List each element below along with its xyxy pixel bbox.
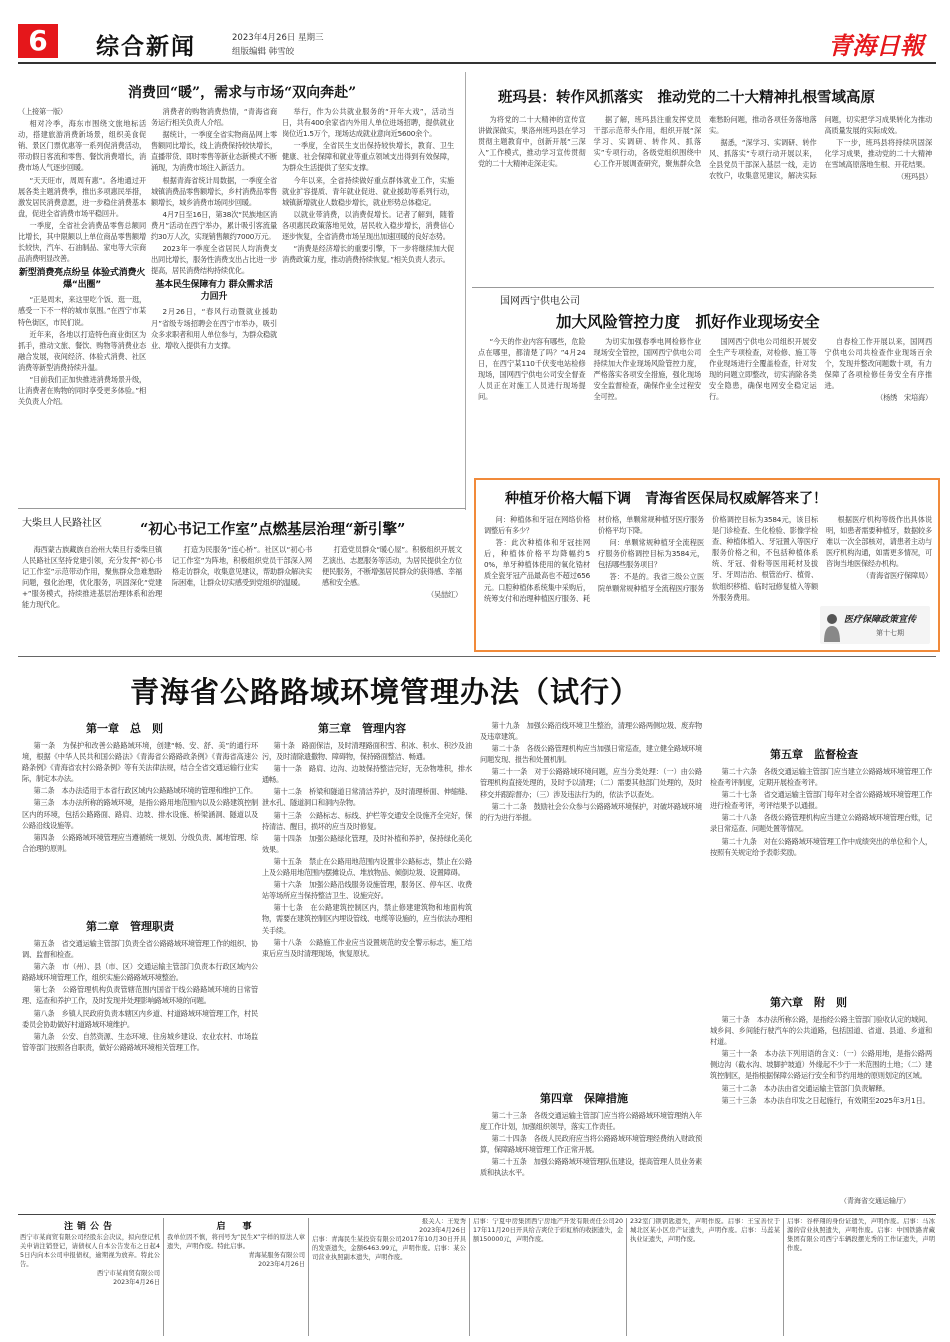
dental-box bbox=[474, 478, 940, 652]
notice-date: 2023年4月26日 bbox=[113, 1278, 160, 1286]
paragraph: 今年以来，全省持续做好重点群体就业工作，实施就业扩容提质、青年就业促进、就业援助等系列行动，城镇新增就业人数稳步增长，就业形势总体稳定。 bbox=[282, 175, 454, 207]
paragraph: 4月7日至16日，第38次“民族地区消费月”活动在西宁举办，累计吸引客流量约30万人次，实现销售额约7000万元。 bbox=[151, 209, 277, 242]
paragraph: 第二十七条 省交通运输主管部门每年对全省公路路域环境管理工作进行检查考评，考评结果予以通报。 bbox=[710, 790, 932, 811]
paragraph: 第二十三条 各级交通运输主管部门应当将公路路域环境管理纳入年度工作计划，加强组织领导，落实工作责任。 bbox=[480, 1111, 702, 1132]
consumption-col-3 bbox=[282, 106, 454, 501]
paragraph: 国网西宁供电公司组织开展安全生产专项检查，对检修、施工等作业现场进行全覆盖检查，针对发现的问题立即整改，切实消除各类安全隐患，确保电网安全稳定运行。 bbox=[709, 337, 817, 402]
paragraph: 第二十九条 对在公路路域环境管理工作中成绩突出的单位和个人，按照有关规定给予表彰奖励。 bbox=[710, 836, 932, 857]
paragraph: “天天旺市，周周有惠”。各地通过开展各类主题消费季，推出多项惠民举措，激发居民消费意愿，进一步稳住消费基本盘，促进全省消费市场平稳回升。 bbox=[18, 175, 146, 218]
paragraph: 第八条 乡镇人民政府负责本辖区内乡道、村道路域环境管理工作，村民委员会协助做好村道路域环境维护。 bbox=[22, 1008, 258, 1029]
headline-banma: 班玛县：转作风抓落实 推动党的二十大精神扎根雪域高原 bbox=[498, 89, 875, 106]
paragraph: 第二十六条 各级交通运输主管部门应当建立公路路域环境管理工作检查考评制度，定期开展检查考评。 bbox=[710, 767, 932, 788]
masthead bbox=[10, 10, 940, 60]
notice-date: 2023年4月26日 bbox=[258, 1260, 305, 1268]
subheading: 基本民生保障有力 群众需求活力回升 bbox=[155, 280, 273, 303]
paragraph: 第十四条 加强公路绿化管理，及时补植和养护，保持绿化美化效果。 bbox=[262, 833, 472, 854]
masthead-rule bbox=[18, 62, 936, 64]
paragraph: 第三十一条 本办法下列用语的含义：（一）公路用地，是指公路两侧边沟（截水沟、坡脚护坡道）外缘起不少于一米范围的土地；（二）建筑控制区，是指根据保障公路运行安全和节约用地的原则划定的区域。 bbox=[710, 1049, 932, 1081]
chapter-heading: 第五章 监督检查 bbox=[770, 748, 858, 761]
byline: （杨绣 宋培海） bbox=[876, 393, 932, 403]
regulation-col-4b bbox=[710, 1014, 932, 1190]
column-divider bbox=[469, 1218, 470, 1336]
subheading: 新型消费亮点纷呈 体验式消费火爆“出圈” bbox=[18, 268, 146, 291]
paragraph: 第二条 本办法适用于本省行政区域内公路路域环境的管理和维护工作。 bbox=[33, 786, 258, 796]
paragraph: 第二十条 各级公路管理机构应当加强日常巡查，建立健全路域环境问题发现、报告和处置机制。 bbox=[480, 744, 702, 765]
regulation-byline: （青海省交通运输厅） bbox=[840, 1197, 910, 1205]
paragraph: 2023年一季度全省居民人均消费支出同比增长，服务性消费支出占比进一步提高，居民消费结构持续优化。 bbox=[151, 244, 277, 276]
paragraph: 近年来，各地以打造特色商业街区为抓手，推动文旅、餐饮、购物等消费业态融合发展，夜间经济、体验式消费、社区消费等新型消费持续升温。 bbox=[18, 329, 146, 372]
chapter-heading: 第四章 保障措施 bbox=[540, 1092, 628, 1105]
divider bbox=[18, 1214, 936, 1215]
party-body bbox=[22, 544, 462, 646]
notice-title: 注销公告 bbox=[63, 1222, 116, 1232]
paragraph: “目前我们正加快推进消费场景升级，让消费者在购物的同时享受更多体验。”相关负责人介绍。 bbox=[18, 374, 146, 407]
page-number: 6 bbox=[18, 24, 58, 58]
notice-text: 西宁市某商贸有限公司经股东会决议，拟向登记机关申请注销登记，请债权人自本公告发布之日起45日内向本公司申报债权，逾期视为放弃。特此公告。 bbox=[20, 1234, 160, 1268]
notice-text: 报关人：王爱秀 bbox=[421, 1218, 466, 1225]
column-divider bbox=[626, 1218, 627, 1336]
paragraph: 据悉，“深学习、实调研、转作风、抓落实”专项行动开展以来，全县党员干部深入基层一线，走访农牧户，收集意见建议，解决实际问题，切实把学习成果转化为推动高质量发展的实际成效。 bbox=[709, 115, 932, 181]
headline-power: 加大风险管控力度 抓好作业现场安全 bbox=[556, 312, 820, 331]
notice-2 bbox=[167, 1218, 305, 1336]
paragraph: 问：种植体和牙冠在网络价格调整后有多少？ bbox=[484, 515, 590, 536]
section-title: 综合新闻 bbox=[96, 33, 196, 60]
paragraph: 一季度，全省民生支出保持较快增长，教育、卫生健康、社会保障和就业等重点领域支出得到有效保障，为群众生活提供了坚实支撑。 bbox=[282, 141, 454, 173]
notice-org: 西宁市某商贸有限公司 bbox=[97, 1269, 160, 1277]
notice-3 bbox=[312, 1218, 466, 1336]
byline: （吴喆红） bbox=[427, 590, 462, 600]
headline-dental: 种植牙价格大幅下调 青海省医保局权威解答来了！ bbox=[505, 491, 827, 507]
paragraph: 第三十二条 本办法由省交通运输主管部门负责解释。 bbox=[721, 1083, 890, 1093]
paragraph: 据了解，班玛县注重发挥党员干部示范带头作用，组织开展“深学习、实调研、转作风、抓落实”专项行动，各级党组织围绕中心工作开展调查研究，聚焦群众急难愁盼问题，推动各项任务落地落实。 bbox=[593, 115, 817, 169]
paragraph: 第六条 市（州）、县（市、区）交通运输主管部门负责本行政区域内公路路域环境管理工作，组织实施公路路域环境整治。 bbox=[22, 962, 258, 983]
badge-person-icon bbox=[823, 612, 841, 642]
consumption-col-1 bbox=[18, 106, 146, 501]
column-divider bbox=[308, 1218, 309, 1336]
notice-text: 232室门锁钥匙遗失，声明作废。启事：王宝善位于城北区某小区房产证遗失，声明作废。启事：马蕊某执业证遗失，声明作废。 bbox=[630, 1218, 780, 1243]
newspaper-logo: 青海日報 bbox=[828, 31, 924, 60]
paragraph: 第十条 路面保洁，及时清理路面积雪、积冰、积水、积沙及油污，及时清除遗撒物、障碍物，保持路面整洁、畅通。 bbox=[262, 741, 472, 762]
notice-text: 启事：青海民生某投资有限公司2017年10月30日开具的发票遗失，金额6463.99元，声明作废。启事：某公司营业执照副本遗失，声明作废。 bbox=[312, 1235, 466, 1261]
notice-text: 我单位因不慎，将刊号为“民生X”字样的原法人章遗失，声明作废。特此启事。 bbox=[167, 1234, 305, 1250]
paragraph: 下一步，班玛县将持续巩固深化学习成果，推动党的二十大精神在雪域高原落地生根、开花结果。 bbox=[824, 138, 932, 170]
paragraph: 第十三条 公路标志、标线、护栏等交通安全设施齐全完好，保持清洁、醒目，损坏的应当及时修复。 bbox=[262, 810, 472, 831]
paragraph: 消费者的购物消费热情，“青海省商务运行相关负责人介绍。 bbox=[151, 107, 277, 128]
paragraph: 第三十条 本办法所称公路，是指经公路主管部门验收认定的城间、城乡间、乡间能行驶汽车的公共道路，包括国道、省道、县道、乡道和村道。 bbox=[710, 1015, 932, 1047]
power-body bbox=[478, 336, 932, 472]
paragraph: 据统计，一季度全省实物商品网上零售额同比增长，线上消费保持较快增长，直播带货、即时零售等新业态新模式不断涌现，为消费市场注入新活力。 bbox=[151, 130, 277, 173]
banma-body bbox=[478, 114, 932, 282]
regulation-title: 青海省公路路域环境管理办法（试行） bbox=[130, 675, 641, 709]
chapter-heading: 第三章 管理内容 bbox=[318, 722, 406, 735]
regulation-col-4a bbox=[710, 766, 932, 986]
regulation-col-2 bbox=[262, 740, 472, 1206]
paragraph: 第十九条 加强公路沿线环境卫生整治，清理公路两侧垃圾、废弃物及违章建筑。 bbox=[480, 721, 702, 742]
badge-issue: 第十七期 bbox=[876, 629, 904, 637]
headline-party: “初心书记工作室”点燃基层治理“新引擎” bbox=[140, 521, 406, 538]
paragraph: 打造为民服务“连心桥”。社区以“初心书记工作室”为阵地，积极组织党员干部深入网格走访群众，收集意见建议，帮助群众解决实际困难，让群众切实感受到党组织的温暖。 bbox=[172, 545, 312, 588]
chapter-heading: 第二章 管理职责 bbox=[86, 920, 174, 933]
paragraph: 第九条 公安、自然资源、生态环境、住房城乡建设、农业农村、市场监管等部门按照各自职责，做好公路路域环境相关管理工作。 bbox=[22, 1031, 258, 1052]
editor-credit: 组版编辑 韩雪皎 bbox=[232, 47, 295, 57]
paragraph: 举行，作为公共就业服务的“开年大戏”，活动当日，共有400余家省内外用人单位进场招聘，提供就业岗位近1.5万个，现场达成就业意向近5600余个。 bbox=[282, 107, 454, 139]
paragraph: 第十六条 加强公路沿线服务设施管理，服务区、停车区、收费站等场所应当保持整洁卫生、设施完好。 bbox=[262, 880, 472, 901]
paragraph: （上接第一版） bbox=[18, 107, 67, 116]
paragraph: 第三十三条 本办法自印发之日起施行，有效期至2025年3月1日。 bbox=[721, 1095, 930, 1105]
kicker-party: 大柴旦人民路社区 bbox=[22, 518, 102, 529]
issue-date: 2023年4月26日 星期三 bbox=[232, 33, 324, 43]
notice-5 bbox=[630, 1218, 780, 1336]
paragraph: 第一条 为保护和改善公路路域环境，创建“畅、安、舒、美”的通行环境，根据《中华人民共和国公路法》《青海省公路路政条例》《青海省高速公路条例》《青海省农村公路条例》等有关法律法规，结合全省交通运输行业实际，制定本办法。 bbox=[22, 741, 258, 784]
paragraph: 相对冷季，海东市围绕文旅地标活动，搭建旅游消费新场景，组织美食促销、景区门票优惠等一系列促消费活动，带动假日客流和零售、餐饮消费增长，消费市场人气逐步回暖。 bbox=[18, 119, 146, 173]
paragraph: 第四条 公路路域环境管理应当遵循统一规划、分级负责、属地管理、综合治理的原则。 bbox=[22, 832, 258, 853]
notice-text: 启事：宁夏中房集团西宁房地产开发有限责任公司2017年11月20日开具给吉爽位于彩虹桥的收据遗失，金额150000元，声明作废。 bbox=[473, 1218, 623, 1243]
badge-title: 医疗保障政策宣传 bbox=[844, 615, 917, 625]
paragraph: 答：不是的。我省三级公立医院单颗常规种植牙全流程医疗服务价格调控目标为3584元，该目标是门诊检查、生化检验、影像学检查、种植体植入、牙冠置入等医疗服务价格之和，不包括种植体系统、牙冠、骨粉等医用耗材及拔牙、牙周洁治、根管治疗、植骨、软组织移植、临时冠修复植入等额外服务费用。 bbox=[598, 515, 818, 602]
divider bbox=[472, 287, 934, 288]
notice-org: 青海某服务有限公司 bbox=[248, 1251, 305, 1259]
paragraph: 根据医疗机构等级作出具体说明，如患者需要种植牙，数据较多难以一次全部核对，请患者主动与医疗机构沟通，如需更多情况，可咨询当地医保经办机构。 bbox=[826, 515, 932, 569]
column-divider bbox=[783, 1218, 784, 1336]
paragraph: “正是周末，来这里吃个饭、逛一逛，感受一下不一样的城市氛围。”在西宁市某特色街区，市民们说。 bbox=[18, 295, 146, 327]
regulation-col-1b bbox=[22, 938, 258, 1206]
paragraph: 打造党员群众“暖心屋”。积极组织开展文艺演出、志愿服务等活动，为居民提供全方位便民服务，不断增强居民群众的获得感、幸福感和安全感。 bbox=[322, 545, 462, 588]
consumption-col-2 bbox=[151, 106, 277, 501]
chapter-heading: 第一章 总 则 bbox=[86, 722, 163, 735]
divider bbox=[18, 656, 936, 657]
paragraph: 第十七条 在公路建筑控制区内，禁止修建建筑物和地面构筑物，需要在建筑控制区内埋设管线、电缆等设施的，应当依法办理相关手续。 bbox=[262, 903, 472, 935]
byline: （班玛县） bbox=[897, 172, 932, 182]
paragraph: 第二十二条 鼓励社会公众参与公路路域环境保护，对破坏路域环境的行为进行举报。 bbox=[480, 801, 702, 822]
byline: （青海省医疗保障局） bbox=[862, 571, 932, 581]
paragraph: 第十八条 公路施工作业应当设置规范的安全警示标志，施工结束后应当及时清理现场，恢复原状。 bbox=[262, 937, 472, 958]
paragraph: 第十二条 桥梁和隧道日常清洁养护，及时清理桥面、伸缩缝、泄水孔、隧道洞口和洞内杂物。 bbox=[262, 787, 472, 808]
paragraph: 为切实加强春季电网检修作业现场安全管控，国网西宁供电公司持续加大作业现场风险管控力度，严格落实各项安全措施，强化现场安全监督检查，确保作业全过程安全可控。 bbox=[593, 337, 701, 402]
notice-text: 启事：谷梓翔的身份证遗失，声明作废。启事：马冰源的营业执照遗失，声明作废。启事：中国铁路青藏集团有限公司西宁车辆段摆光秀的工作证遗失，声明作废。 bbox=[787, 1218, 935, 1252]
divider bbox=[18, 508, 466, 509]
policy-badge bbox=[820, 606, 930, 644]
column-divider bbox=[163, 1218, 164, 1336]
paragraph: “消费是经济增长的重要引擎，下一步将继续加大促消费政策力度，推动消费持续恢复。”相关负责人表示。 bbox=[282, 244, 454, 265]
chapter-heading: 第六章 附 则 bbox=[770, 996, 847, 1009]
paragraph: 答：此次种植体和牙冠挂网后，种植体价格平均降幅约50%，单牙种植体使用的氧化锆材质全瓷牙冠产品最高也不超过656元。口腔种植体系统集中采购后，统筹支付和治理种植医疗服务、耗材价格，单颗常规种植牙医疗服务价格平均下降。 bbox=[484, 515, 704, 603]
paragraph: 根据青海省统计局数据，一季度全省城镇消费品零售额增长，乡村消费品零售额增长，城乡消费市场同步回暖。 bbox=[151, 175, 277, 207]
paragraph: 第五条 省交通运输主管部门负责全省公路路域环境管理工作的组织、协调、监督和检查。 bbox=[22, 939, 258, 960]
notice-title: 启 事 bbox=[216, 1222, 256, 1232]
paragraph: 问：单颗常规种植牙全流程医疗服务价格调控目标为3584元，包括哪些服务项目？ bbox=[598, 538, 704, 570]
notice-4 bbox=[473, 1218, 623, 1336]
paragraph: 海西蒙古族藏族自治州大柴旦行委柴旦镇人民路社区坚持党建引领，充分发挥“初心书记工作室”示范带动作用，聚焦群众急难愁盼问题，强化治理，优化服务，巩固深化“党建+”服务模式，持续推进基层治理体系和治理能力现代化。 bbox=[22, 545, 162, 610]
paragraph: 一季度，全省社会消费品零售总额同比增长，其中限额以上单位商品零售额增长较快，汽车、石油制品、家电等大宗商品消费明显改善。 bbox=[18, 220, 146, 264]
notice-1 bbox=[20, 1218, 160, 1336]
paragraph: 第十五条 禁止在公路用地范围内设置非公路标志，禁止在公路上及公路用地范围内摆摊设点、堆放物品、倾倒垃圾、设置障碍。 bbox=[262, 856, 472, 878]
paragraph: 第二十八条 各级公路管理机构应当建立公路路域环境管理台账，记录日常巡查、问题处置等情况。 bbox=[710, 813, 932, 834]
paragraph: “今天的作业内容有哪些，危险点在哪里，都清楚了吗？”4月24日，在西宁某110千伏变电站检修现场，国网西宁供电公司安全督查人员正在对施工人员进行现场提问。 bbox=[478, 337, 586, 402]
paragraph: 第三条 本办法所称的路域环境，是指公路用地范围内以及公路建筑控制区内的环境，包括公路路面、路肩、边坡、排水设施、桥梁涵洞、隧道以及公路沿线设施等。 bbox=[22, 798, 258, 830]
notice-date: 2023年4月26日 bbox=[419, 1226, 466, 1234]
column-divider bbox=[465, 72, 466, 510]
paragraph: 第七条 公路管理机构负责管辖范围内国省干线公路路域环境的日常管理、巡查和养护工作，及时发现并处理影响路域环境的问题。 bbox=[22, 985, 258, 1006]
paragraph: 第二十四条 各级人民政府应当将公路路域环境管理经费纳入财政预算，保障路域环境管理工作正常开展。 bbox=[480, 1134, 702, 1155]
regulation-col-3b bbox=[480, 1110, 702, 1206]
paragraph: 为将党的二十大精神的宣传宣讲做深做实，果洛州班玛县在学习贯彻主题教育中，创新开展“三深入”工作模式，推动学习宣传贯彻党的二十大精神走深走实。 bbox=[478, 115, 586, 169]
regulation-col-3a bbox=[480, 720, 702, 1020]
paragraph: 第二十一条 对于公路路域环境问题，应当分类处理：（一）由公路管理机构直接处理的，及时予以清理；（二）需要其他部门处理的，及时移交并跟踪督办；（三）涉及违法行为的，依法予以查处。 bbox=[480, 767, 702, 799]
paragraph: 第二十五条 加强公路路域环境管理队伍建设，提高管理人员业务素质和执法水平。 bbox=[480, 1157, 702, 1178]
paragraph: 2月26日，“春风行动暨就业援助月”省级专场招聘会在西宁市举办，吸引众多求职者和用人单位参与，为群众稳就业、增收入提供有力支撑。 bbox=[151, 307, 277, 350]
regulation-col-1a bbox=[22, 740, 258, 900]
paragraph: 第十一条 路肩、边沟、边坡保持整洁完好，无杂物堆积，排水通畅。 bbox=[262, 764, 472, 785]
notice-6 bbox=[787, 1218, 935, 1336]
headline-consumption: 消费回“暖”，需求与市场“双向奔赴” bbox=[128, 85, 357, 101]
paragraph: 自春检工作开展以来，国网西宁供电公司共检查作业现场百余个，发现并整改问题数十项，有力保障了各项检修任务安全有序推进。 bbox=[824, 337, 932, 391]
paragraph: 以就业带消费，以消费促增长。记者了解到，随着各项惠民政策落地见效，居民收入稳步增长，消费信心逐步恢复，全省消费市场呈现出加速回暖的良好态势。 bbox=[282, 209, 454, 242]
kicker-power: 国网西宁供电公司 bbox=[500, 296, 580, 307]
